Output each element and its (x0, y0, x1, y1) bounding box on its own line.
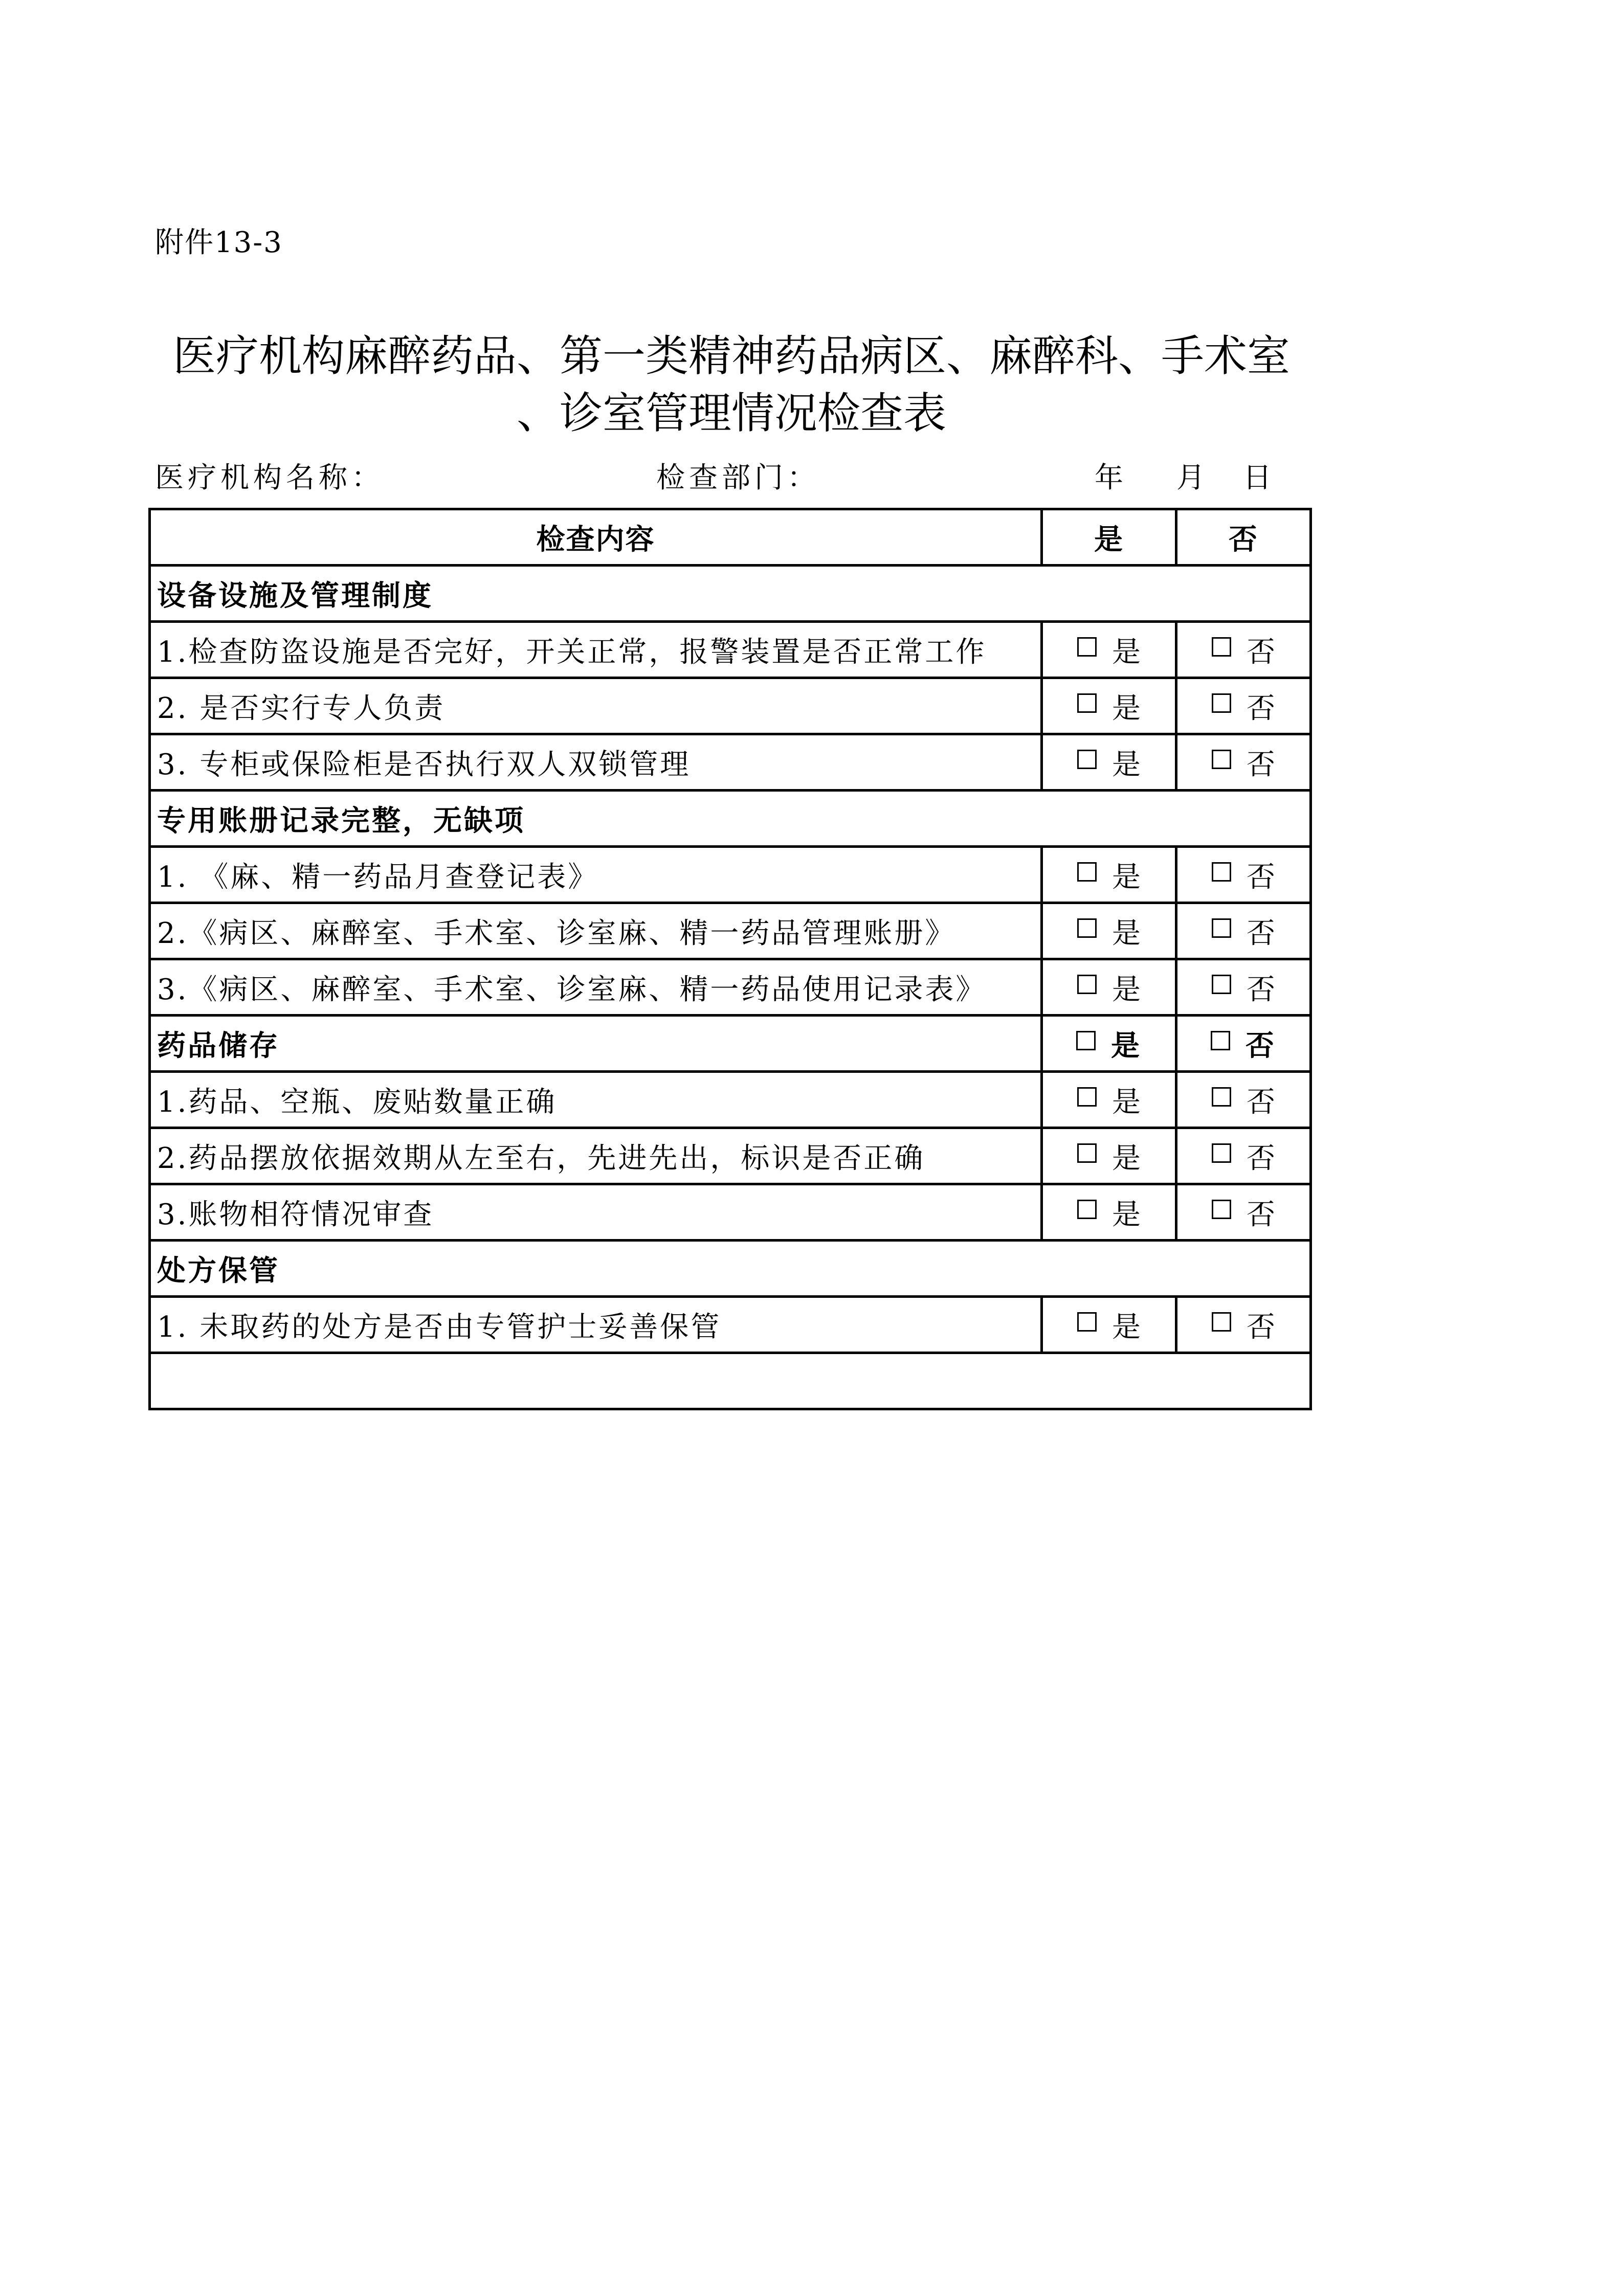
check-cell-yes[interactable] (1042, 847, 1176, 903)
option-label-yes: 是 (1112, 916, 1141, 950)
option-label-yes: 是 (1112, 860, 1141, 894)
section-title: 设备设施及管理制度 (150, 566, 1311, 622)
section-row (150, 1016, 1311, 1072)
inspection-table (148, 508, 1312, 1410)
checkbox-yes[interactable] (1077, 1200, 1097, 1219)
checkbox-no[interactable] (1212, 1143, 1231, 1163)
table-row (150, 1072, 1311, 1128)
item-text: 1.检查防盗设施是否完好，开关正常，报警装置是否正常工作 (150, 622, 1042, 678)
item-text: 1.药品、空瓶、废贴数量正确 (150, 1072, 1042, 1128)
option-label-no: 否 (1247, 860, 1275, 894)
checkbox-yes[interactable] (1077, 637, 1097, 657)
item-text: 2.药品摆放依据效期从左至右，先进先出，标识是否正确 (150, 1128, 1042, 1184)
table-row (150, 622, 1311, 678)
header-no: 否 (1176, 509, 1311, 566)
section-row (150, 566, 1311, 622)
dept-label: 检查部门： (656, 461, 820, 494)
check-cell-no[interactable] (1176, 1016, 1311, 1072)
option-label-no: 否 (1247, 635, 1275, 669)
check-cell-no[interactable] (1176, 847, 1311, 903)
option-label-no: 否 (1247, 916, 1275, 950)
item-text: 1. 未取药的处方是否由专管护士妥善保管 (150, 1297, 1042, 1353)
check-cell-yes[interactable] (1042, 903, 1176, 959)
option-label-yes: 是 (1112, 635, 1141, 669)
attachment-label: 附件13-3 (155, 226, 283, 259)
check-cell-yes[interactable] (1042, 678, 1176, 734)
checkbox-no[interactable] (1212, 1312, 1231, 1332)
item-text: 1. 《麻、精一药品月查登记表》 (150, 847, 1042, 903)
header-yes: 是 (1042, 509, 1176, 566)
year-label: 年 (1095, 461, 1127, 494)
option-label-no: 否 (1247, 973, 1275, 1006)
checkbox-no[interactable] (1212, 862, 1231, 882)
section-row (150, 1241, 1311, 1297)
checkbox-yes[interactable] (1077, 693, 1097, 713)
section-title: 处方保管 (150, 1241, 1311, 1297)
checkbox-no[interactable] (1212, 693, 1231, 713)
check-cell-yes[interactable] (1042, 1297, 1176, 1353)
table-header-row (150, 509, 1311, 566)
check-cell-yes[interactable] (1042, 622, 1176, 678)
check-cell-yes[interactable] (1042, 1128, 1176, 1184)
table-row (150, 903, 1311, 959)
checkbox-yes[interactable] (1077, 1143, 1097, 1163)
check-cell-no[interactable] (1176, 622, 1311, 678)
table-row (150, 1128, 1311, 1184)
section-title: 专用账册记录完整，无缺项 (150, 791, 1311, 847)
checkbox-no[interactable] (1212, 918, 1231, 938)
section-row (150, 791, 1311, 847)
check-cell-yes[interactable] (1042, 959, 1176, 1016)
option-label-no: 否 (1247, 748, 1275, 781)
title-line-1: 医疗机构麻醉药品、第一类精神药品病区、麻醉科、手术室 (172, 331, 1290, 381)
check-cell-yes[interactable] (1042, 734, 1176, 791)
check-cell-no[interactable] (1176, 1184, 1311, 1241)
section-title: 药品储存 (150, 1016, 1042, 1072)
check-cell-no[interactable] (1176, 678, 1311, 734)
option-label-no: 否 (1245, 1029, 1276, 1063)
option-label-no: 否 (1247, 691, 1275, 725)
checkbox-no[interactable] (1212, 1087, 1231, 1107)
check-cell-no[interactable] (1176, 1297, 1311, 1353)
month-label: 月 (1176, 461, 1209, 494)
check-cell-no[interactable] (1176, 959, 1311, 1016)
checkbox-yes[interactable] (1077, 918, 1097, 938)
option-label-yes: 是 (1111, 1029, 1142, 1063)
table-row (150, 1297, 1311, 1353)
check-cell-yes[interactable] (1042, 1016, 1176, 1072)
option-label-no: 否 (1247, 1198, 1275, 1231)
checkbox-no[interactable] (1212, 637, 1231, 657)
item-text: 3.账物相符情况审查 (150, 1184, 1042, 1241)
option-label-yes: 是 (1112, 1198, 1141, 1231)
checkbox-no[interactable] (1212, 750, 1231, 769)
signature-area (150, 1353, 1311, 1409)
option-label-yes: 是 (1112, 1141, 1141, 1175)
checkbox-yes[interactable] (1077, 862, 1097, 882)
checkbox-no[interactable] (1212, 1200, 1231, 1219)
check-cell-no[interactable] (1176, 1072, 1311, 1128)
title-line-2: 、诊室管理情况检查表 (516, 388, 946, 438)
check-cell-no[interactable] (1176, 903, 1311, 959)
check-cell-no[interactable] (1176, 734, 1311, 791)
checkbox-no[interactable] (1211, 1031, 1230, 1050)
table-row (150, 678, 1311, 734)
option-label-yes: 是 (1112, 748, 1141, 781)
form-title (148, 327, 1315, 442)
check-cell-no[interactable] (1176, 1128, 1311, 1184)
day-label: 日 (1243, 461, 1276, 494)
item-text: 2.《病区、麻醉室、手术室、诊室麻、精一药品管理账册》 (150, 903, 1042, 959)
checkbox-yes[interactable] (1077, 1312, 1097, 1332)
option-label-no: 否 (1247, 1141, 1275, 1175)
option-label-yes: 是 (1112, 1085, 1141, 1119)
checkbox-yes[interactable] (1076, 1031, 1096, 1050)
option-label-yes: 是 (1112, 1310, 1141, 1344)
item-text: 3. 专柜或保险柜是否执行双人双锁管理 (150, 734, 1042, 791)
table-row (150, 1184, 1311, 1241)
item-text: 3.《病区、麻醉室、手术室、诊室麻、精一药品使用记录表》 (150, 959, 1042, 1016)
option-label-yes: 是 (1112, 973, 1141, 1006)
option-label-yes: 是 (1112, 691, 1141, 725)
checkbox-yes[interactable] (1077, 1087, 1097, 1107)
table-row (150, 847, 1311, 903)
check-cell-yes[interactable] (1042, 1184, 1176, 1241)
checkbox-no[interactable] (1212, 975, 1231, 994)
check-cell-yes[interactable] (1042, 1072, 1176, 1128)
signature-row (150, 1353, 1311, 1409)
option-label-no: 否 (1247, 1310, 1275, 1344)
org-name-label: 医疗机构名称： (155, 461, 384, 494)
item-text: 2. 是否实行专人负责 (150, 678, 1042, 734)
option-label-no: 否 (1247, 1085, 1275, 1119)
checkbox-yes[interactable] (1077, 750, 1097, 769)
checkbox-yes[interactable] (1077, 975, 1097, 994)
table-row (150, 734, 1311, 791)
table-row (150, 959, 1311, 1016)
header-content: 检查内容 (150, 509, 1042, 566)
